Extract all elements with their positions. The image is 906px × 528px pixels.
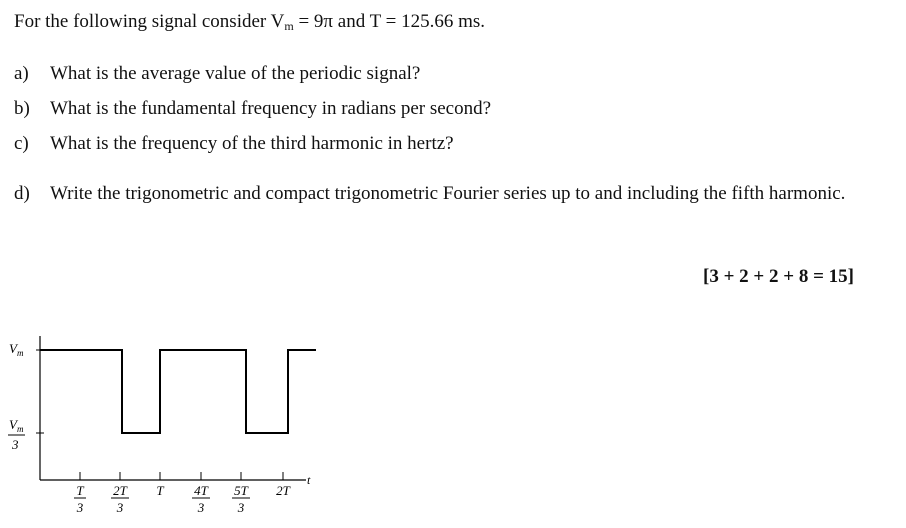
marks-allocation: [3 + 2 + 2 + 8 = 15] (703, 266, 854, 287)
question-a (14, 64, 420, 83)
question-d (14, 176, 856, 212)
intro-suffix: = 9π and T = 125.66 ms. (293, 11, 486, 32)
svg-text:T: T (156, 483, 164, 498)
svg-text:3: 3 (197, 500, 205, 515)
square-wave-signal (40, 350, 316, 433)
question-c (14, 134, 454, 153)
svg-text:3: 3 (237, 500, 245, 515)
svg-text:4T: 4T (194, 483, 208, 498)
question-label: c) (14, 133, 29, 154)
x-tick-label (192, 483, 210, 515)
signal-waveform-figure (0, 330, 330, 528)
question-label: a) (14, 63, 29, 84)
question-text: What is the frequency of the third harmonic in hertz? (50, 133, 454, 154)
question-text: What is the fundamental frequency in radians per second? (50, 98, 492, 119)
y-label-vm3-num: $V_m$ (9, 417, 24, 434)
question-label: d) (14, 183, 30, 204)
svg-text:2T: 2T (113, 483, 127, 498)
intro-prefix: For the following signal consider V (14, 11, 285, 32)
svg-text:T: T (76, 483, 84, 498)
intro-subscript: m (284, 19, 294, 33)
question-text: Write the trigonometric and compact trigonometric Fourier series up to and including the fifth harmonic. (50, 183, 846, 204)
svg-text:3: 3 (76, 500, 84, 515)
svg-text:2T: 2T (276, 483, 290, 498)
y-label-vm3-den: 3 (12, 437, 19, 452)
x-axis-label: t (307, 473, 311, 487)
svg-text:3: 3 (116, 500, 124, 515)
x-tick-label (232, 483, 250, 515)
x-tick-label (276, 483, 291, 498)
problem-statement (14, 12, 485, 32)
question-text: What is the average value of the periodic signal? (50, 63, 421, 84)
x-tick-label (111, 483, 129, 515)
y-label-vm: $V_m$ (9, 341, 24, 358)
svg-text:5T: 5T (234, 483, 248, 498)
x-tick-label (74, 483, 86, 515)
question-label: b) (14, 98, 30, 119)
question-b (14, 99, 491, 118)
x-tick-label (156, 483, 164, 498)
